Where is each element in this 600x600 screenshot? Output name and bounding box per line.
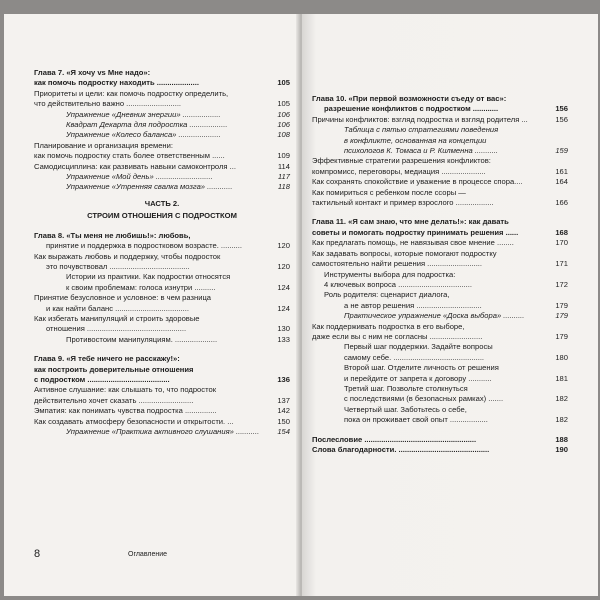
toc-entry-title: с подростком .......................................	[34, 374, 170, 384]
left-page	[4, 14, 300, 596]
toc-entry-title: самому себе. ...........................................	[344, 352, 485, 362]
toc-entry	[312, 445, 568, 455]
toc-entry-title: Упражнение «Колесо баланса» ....................	[66, 130, 221, 140]
toc-entry-title: Как поддерживать подростка в его выборе,	[312, 321, 465, 331]
toc-entry-page: 170	[555, 238, 568, 248]
toc-entry	[34, 151, 290, 161]
toc-entry-page: 182	[555, 394, 568, 404]
toc-entry-page: 171	[555, 259, 568, 269]
toc-entry	[34, 141, 290, 151]
toc-entry-title: самостоятельно найти решения ..........................	[312, 259, 483, 269]
part-subtitle: СТРОИМ ОТНОШЕНИЯ С ПОДРОСТКОМ	[87, 211, 237, 221]
toc-entry-title: Глава 9. «Я тебе ничего не расскажу!»:	[34, 354, 180, 364]
toc-entry	[34, 162, 290, 172]
toc-entry-title: это почувствовал ......................................	[46, 261, 190, 271]
toc-entry-title: Как избегать манипуляций и строить здоровые	[34, 313, 200, 323]
toc-entry	[312, 384, 568, 394]
toc-entry-page: 118	[277, 182, 290, 192]
toc-entry-page: 124	[277, 282, 290, 292]
toc-entry-title: разрешение конфликтов с подростком ............	[324, 104, 499, 114]
toc-entry	[34, 365, 290, 375]
toc-entry	[312, 290, 568, 300]
toc-entry-title: Активное слушание: как слышать то, что подросток	[34, 385, 217, 395]
toc-entry-title: как помочь подростку стать более ответственным ......	[34, 151, 225, 161]
toc-entry	[312, 332, 568, 342]
toc-entry-page: 124	[277, 303, 290, 313]
toc-entry-title: Как выражать любовь и поддержку, чтобы подросток	[34, 251, 221, 261]
toc-entry	[312, 270, 568, 280]
toc-entry	[312, 238, 568, 248]
toc-entry-title: отношения ...............................................	[46, 324, 187, 334]
toc-entry	[34, 172, 290, 182]
page-number: 8	[34, 548, 41, 560]
toc-entry	[312, 374, 568, 384]
toc-entry-page: 182	[555, 415, 568, 425]
toc-entry-page: 137	[277, 395, 290, 405]
toc-entry-title: к своим проблемам: голоса изнутри ..........	[66, 282, 216, 292]
toc-entry-page: 164	[555, 177, 568, 187]
toc-entry-title: Причины конфликтов: взгляд подростка и взгляд родителя ...	[312, 114, 528, 124]
toc-entry-page: 108	[277, 130, 290, 140]
toc-entry-title: Квадрат Декарта для подростка ..................	[66, 120, 228, 130]
toc-entry	[312, 146, 568, 156]
toc-entry-page: 168	[555, 227, 568, 237]
toc-entry	[34, 304, 290, 314]
toc-entry	[312, 249, 568, 259]
toc-entry	[312, 280, 568, 290]
toc-entry-title: Приоритеты и цели: как помочь подростку определить,	[34, 88, 229, 98]
toc-entry	[34, 262, 290, 272]
toc-block-chapter-9	[34, 354, 290, 437]
toc-entry-title: и перейдите от запрета к договору ...........	[344, 373, 492, 383]
toc-entry	[34, 272, 290, 282]
toc-entry-page: 156	[555, 114, 568, 124]
toc-entry-page: 188	[555, 434, 568, 444]
toc-entry-title: Глава 10. «При первой возможности съеду от вас»:	[312, 94, 507, 103]
toc-entry-page: 180	[555, 352, 568, 362]
toc-entry-page: 142	[277, 406, 290, 416]
toc-entry-title: Слова благодарности. ...........................................	[312, 445, 490, 454]
toc-entry-title: Эмпатия: как понимать чувства подростка ...............	[34, 406, 217, 416]
toc-entry	[312, 301, 568, 311]
toc-entry	[312, 311, 568, 321]
toc-entry	[34, 417, 290, 427]
toc-entry-title: тактильный контакт и пример взрослого ..................	[312, 198, 494, 208]
toc-entry	[312, 104, 568, 114]
toc-entry-page: 166	[555, 198, 568, 208]
toc-entry	[34, 99, 290, 109]
toc-entry	[34, 335, 290, 345]
toc-entry	[312, 136, 568, 146]
toc-entry-title: и как найти баланс ...................................	[46, 303, 189, 313]
toc-entry	[312, 394, 568, 404]
toc-entry	[312, 228, 568, 238]
toc-entry-title: Послесловие .....................................................	[312, 434, 477, 444]
toc-entry	[34, 354, 290, 364]
toc-entry-page: 117	[277, 172, 290, 182]
toc-entry	[34, 324, 290, 334]
toc-entry	[312, 198, 568, 208]
toc-entry-title: Эффективные стратегии разрешения конфликтов:	[312, 156, 491, 166]
toc-entry	[312, 217, 568, 227]
toc-entry-title: даже если вы с ним не согласны .........................	[312, 331, 483, 341]
toc-entry-title: Как сохранять спокойствие и уважение в процессе спора....	[312, 177, 523, 187]
toc-entry	[34, 130, 290, 140]
toc-entry-title: что действительно важно ..........................	[34, 99, 182, 109]
toc-entry	[34, 293, 290, 303]
toc-entry-title: Самодисциплина: как развивать навыки самоконтроля ...	[34, 161, 236, 171]
toc-entry	[312, 435, 568, 445]
toc-entry-title: Инструменты выбора для подростка:	[324, 269, 456, 279]
toc-entry-page: 172	[555, 279, 568, 289]
toc-entry	[312, 188, 568, 198]
toc-entry-page: 150	[277, 416, 290, 426]
toc-block-chapter-7	[34, 68, 290, 193]
toc-block-chapter-10	[312, 94, 568, 208]
toc-entry-page: 109	[277, 151, 290, 161]
toc-entry-page: 106	[277, 109, 290, 119]
toc-entry-title: как помочь подростку находить ....................	[34, 78, 199, 88]
toc-entry	[312, 125, 568, 135]
toc-entry	[34, 283, 290, 293]
toc-entry	[312, 177, 568, 187]
toc-entry	[312, 259, 568, 269]
toc-entry-title: Роль родителя: сценарист диалога,	[324, 290, 450, 300]
toc-entry-title: Первый шаг поддержки. Задайте вопросы	[344, 342, 493, 352]
toc-entry	[312, 415, 568, 425]
toc-entry-title: Практическое упражнение «Доска выбора» ..........	[344, 311, 525, 321]
toc-entry-page: 156	[555, 104, 568, 114]
toc-entry	[34, 375, 290, 385]
toc-entry-title: Глава 8. «Ты меня не любишь!»: любовь,	[34, 230, 191, 240]
toc-entry-title: Противостоим манипуляциям. ....................	[66, 334, 218, 344]
toc-entry	[312, 94, 568, 104]
toc-entry-title: Упражнение «Дневник энергии» ..................	[66, 109, 221, 119]
toc-entry	[312, 363, 568, 373]
toc-entry-title: 4 ключевых вопроса ...................................	[324, 279, 472, 289]
toc-entry	[34, 252, 290, 262]
toc-entry	[312, 322, 568, 332]
toc-entry-page: 133	[277, 334, 290, 344]
toc-entry-page: 136	[277, 374, 290, 384]
toc-entry-title: Глава 11. «Я сам знаю, что мне делать!»: как давать	[312, 217, 509, 227]
toc-entry	[34, 68, 290, 78]
toc-entry-title: психологов К. Томаса и Р. Килменна ...........	[344, 146, 499, 156]
toc-entry-title: в конфликте, основанная на концепции	[344, 135, 487, 145]
toc-entry	[34, 406, 290, 416]
toc-entry-title: пока он проживает свой опыт ..................	[344, 415, 488, 425]
right-page	[302, 14, 598, 596]
toc-entry	[34, 396, 290, 406]
toc-block-chapter-11	[312, 217, 568, 425]
toc-entry	[34, 78, 290, 88]
toc-entry-page: 154	[277, 427, 290, 436]
toc-entry-title: Как создавать атмосферу безопасности и открытости. ...	[34, 416, 234, 426]
toc-entry-title: компромисс, переговоры, медиация .....................	[312, 166, 486, 176]
toc-entry-title: а не автор решения ...............................	[344, 300, 482, 310]
toc-entry-title: Истории из практики. Как подростки относятся	[66, 272, 231, 282]
toc-entry-title: Таблица с пятью стратегиями поведения	[344, 125, 499, 135]
toc-entry-title: Как задавать вопросы, которые помогают подростку	[312, 248, 497, 258]
toc-entry	[34, 231, 290, 241]
running-footer: Оглавление	[128, 551, 168, 558]
toc-entry	[34, 427, 290, 437]
toc-entry	[312, 115, 568, 125]
toc-entry	[312, 342, 568, 352]
toc-entry-title: Второй шаг. Отделите личность от решения	[344, 363, 499, 373]
toc-entry-page: 106	[277, 120, 290, 130]
toc-entry-page: 130	[277, 324, 290, 334]
toc-entry	[34, 314, 290, 324]
toc-entry-page: 161	[555, 166, 568, 176]
toc-entry-title: Планирование и организация времени:	[34, 140, 173, 150]
toc-entry-page: 181	[555, 373, 568, 383]
toc-entry-page: 159	[555, 146, 568, 156]
toc-entry	[312, 156, 568, 166]
toc-entry-title: советы и помогать подростку принимать решения ......	[312, 227, 519, 237]
toc-entry-title: Третий шаг. Позвольте столкнуться	[344, 383, 468, 393]
toc-entry	[34, 89, 290, 99]
toc-entry-page: 190	[555, 445, 568, 454]
toc-entry-title: Упражнение «Мой день» ...........................	[66, 172, 213, 182]
toc-entry	[34, 120, 290, 130]
toc-entry-title: Принятие безусловное и условное: в чем разница	[34, 293, 212, 303]
toc-block-afterword	[312, 435, 568, 456]
toc-entry-title: с последствиями (в безопасных рамках) .......	[344, 394, 504, 404]
toc-entry-title: Глава 7. «Я хочу vs Мне надо»:	[34, 68, 151, 77]
part-title: ЧАСТЬ 2.	[144, 198, 180, 208]
toc-entry-page: 179	[555, 311, 568, 321]
toc-entry-page: 105	[277, 78, 290, 88]
toc-entry	[34, 182, 290, 192]
toc-entry-title: принятие и поддержка в подростковом возрасте. ..........	[46, 241, 243, 251]
toc-entry-title: Упражнение «Практика активного слушания» ...........	[66, 427, 260, 436]
toc-entry	[312, 405, 568, 415]
toc-entry-title: действительно хочет сказать ..........................	[34, 395, 194, 405]
toc-entry-page: 179	[555, 300, 568, 310]
toc-block-chapter-8	[34, 231, 290, 345]
toc-entry-title: Упражнение «Утренняя свалка мозга» ............	[66, 182, 233, 192]
toc-entry	[312, 167, 568, 177]
toc-entry	[34, 241, 290, 251]
toc-entry-page: 114	[277, 161, 290, 171]
toc-entry-page: 105	[277, 99, 290, 109]
toc-entry-title: Четвертый шаг. Заботьтесь о себе,	[344, 404, 467, 414]
toc-entry	[312, 353, 568, 363]
toc-entry-title: Как помириться с ребенком после ссоры —	[312, 187, 466, 197]
toc-entry	[34, 110, 290, 120]
toc-entry-page: 120	[277, 261, 290, 271]
toc-entry-page: 120	[277, 241, 290, 251]
toc-entry-title: как построить доверительные отношения	[34, 364, 194, 374]
toc-entry-title: Как предлагать помощь, не навязывая свое мнение ........	[312, 238, 514, 248]
toc-entry	[34, 385, 290, 395]
toc-entry-page: 179	[555, 331, 568, 341]
